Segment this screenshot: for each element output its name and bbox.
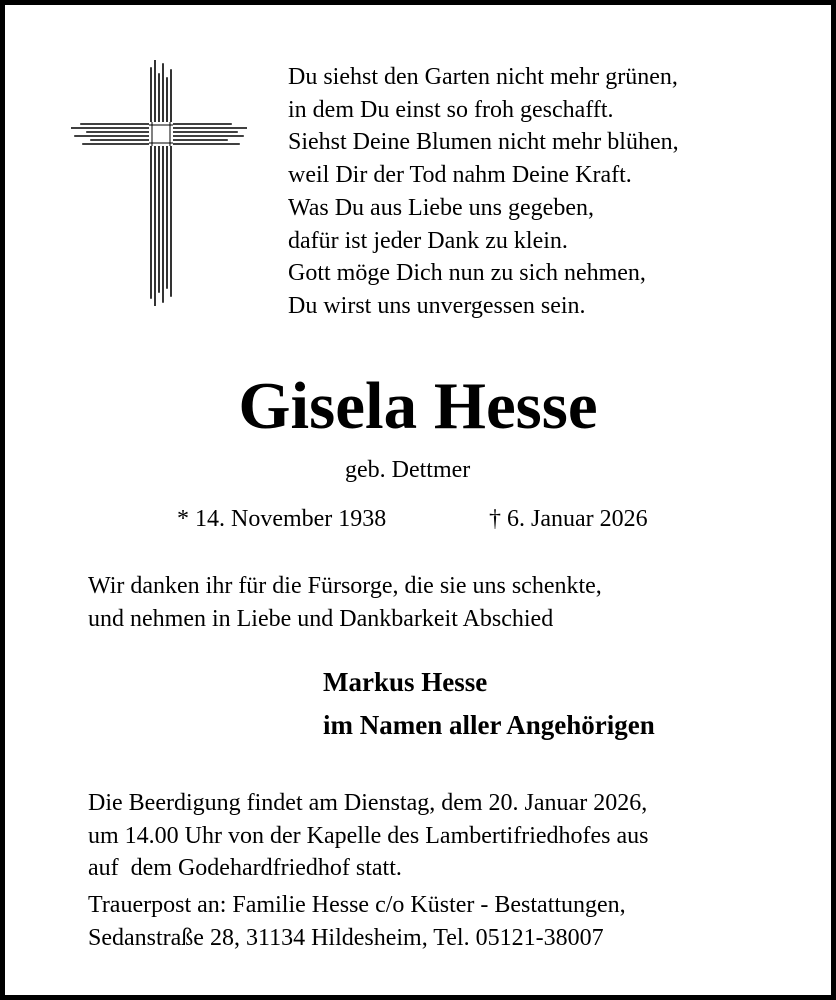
poem-line: in dem Du einst so froh geschafft. [288,96,614,123]
poem-line: weil Dir der Tod nahm Deine Kraft. [288,162,632,189]
deceased-name: Gisela Hesse [238,369,598,443]
maiden-name: geb. Dettmer [345,457,471,483]
poem-line: dafür ist jeder Dank zu klein. [288,227,568,254]
contact-line: Trauerpost an: Familie Hesse c/o Küster - Bestattungen, [88,892,626,918]
contact-line: Sedanstraße 28, 31134 Hildesheim, Tel. 05121-38007 [88,924,604,951]
signer-note: im Namen aller Angehörigen [323,710,655,740]
poem-line: Du wirst uns unvergessen sein. [288,292,586,319]
funeral-line: auf dem Godehardfriedhof statt. [88,855,402,881]
poem [288,61,679,323]
condolence-address [88,889,626,954]
thanks-line: Wir danken ihr für die Fürsorge, die sie uns schenkte, [88,573,602,599]
cross-icon [71,60,247,306]
birth-date: * 14. November 1938 [177,506,387,532]
funeral-line: Die Beerdigung findet am Dienstag, dem 20. Januar 2026, [88,790,648,816]
poem-line: Gott möge Dich nun zu sich nehmen, [288,260,646,287]
death-date: † 6. Januar 2026 [489,506,648,532]
poem-line: Siehst Deine Blumen nicht mehr blühen, [288,129,679,156]
poem-line: Du siehst den Garten nicht mehr grünen, [288,64,678,90]
signer-name: Markus Hesse [323,667,488,697]
funeral-line: um 14.00 Uhr von der Kapelle des Lambertifriedhofes aus [88,822,649,849]
thanks-text [88,570,602,636]
thanks-line: und nehmen in Liebe und Dankbarkeit Abschied [88,606,554,632]
funeral-details [88,787,649,885]
poem-line: Was Du aus Liebe uns gegeben, [288,194,594,221]
signers [323,661,655,747]
